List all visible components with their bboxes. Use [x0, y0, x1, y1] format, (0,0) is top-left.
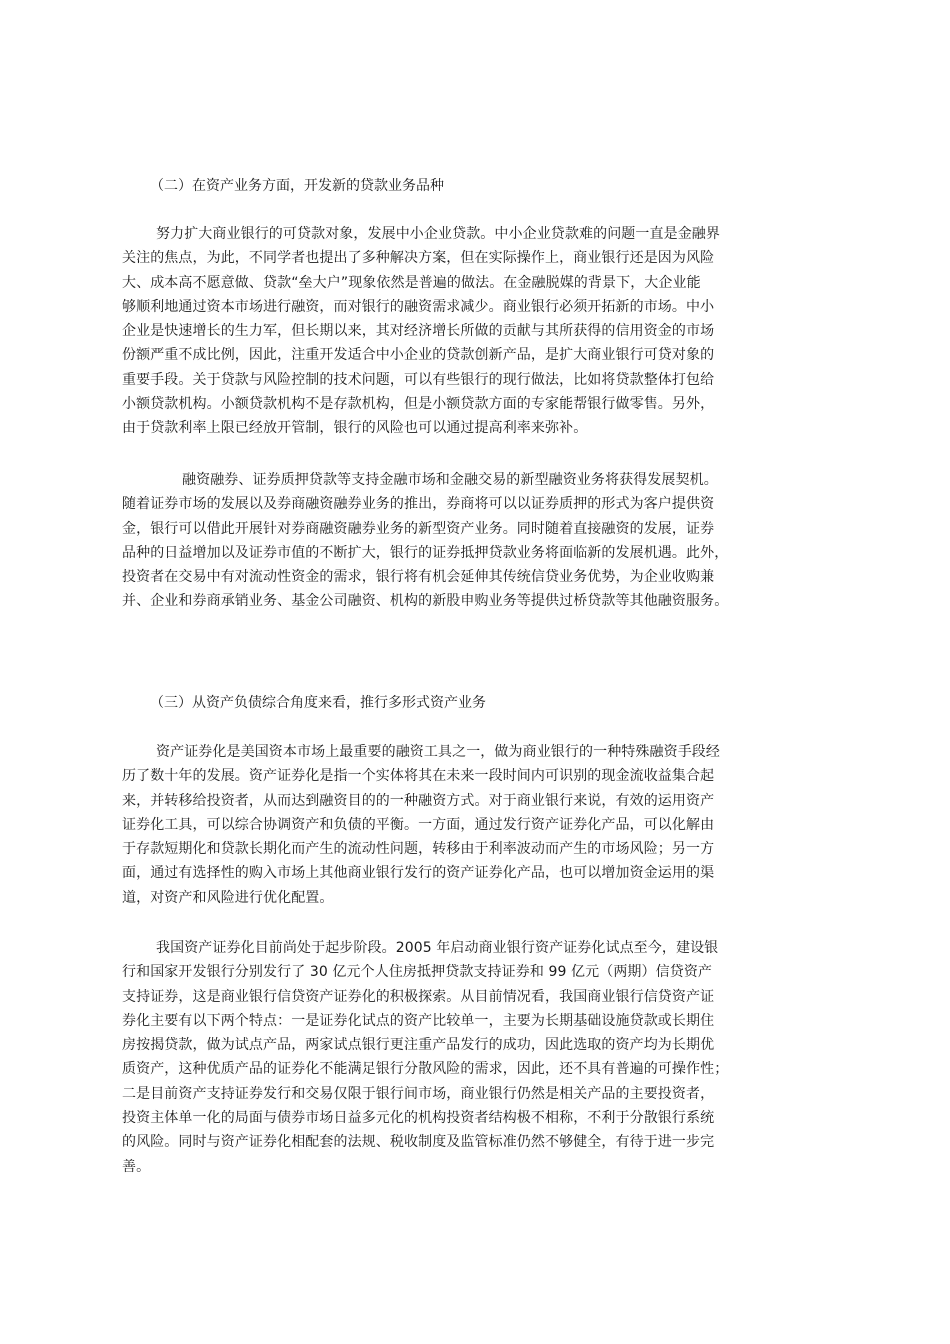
- text-line: 面，通过有选择性的购入市场上其他商业银行发行的资产证券化产品，也可以增加资金运用的渠: [122, 865, 715, 882]
- section-2-heading: （二）在资产业务方面，开发新的贷款业务品种: [150, 178, 444, 194]
- text-line: 来，并转移给投资者，从而达到融资目的的一种融资方式。对于商业银行来说，有效的运用资产: [122, 792, 715, 809]
- text-line: 房按揭贷款，做为试点产品，两家试点银行更注重产品发行的成功，因此选取的资产均为长期优: [122, 1037, 715, 1054]
- section-3-paragraph-1: [122, 740, 840, 910]
- text-line: 并、企业和券商承销业务、基金公司融资、机构的新股申购业务等提供过桥贷款等其他融资服务。: [122, 593, 729, 610]
- text-line: 随着证券市场的发展以及券商融资融券业务的推出，券商将可以以证券质押的形式为客户提供资: [122, 496, 715, 513]
- text-line: 我国资产证券化目前尚处于起步阶段。2005 年启动商业银行资产证券化试点至今，建设银: [156, 940, 719, 956]
- text-line: 二是目前资产支持证券发行和交易仅限于银行间市场，商业银行仍然是相关产品的主要投资者，: [122, 1085, 715, 1102]
- text-line: 券化主要有以下两个特点：一是证券化试点的资产比较单一，主要为长期基础设施贷款或长期住: [122, 1012, 715, 1029]
- text-line: 融资融券、证券质押贷款等支持金融市场和金融交易的新型融资业务将获得发展契机。: [182, 472, 718, 488]
- text-line: 够顺利地通过资本市场进行融资，而对银行的融资需求减少。商业银行必须开拓新的市场。中小: [122, 298, 715, 315]
- section-2-paragraph-2: [122, 468, 840, 614]
- text-line: 投资者在交易中有对流动性资金的需求，银行将有机会延伸其传统信贷业务优势，为企业收购兼: [122, 569, 715, 586]
- text-line: 品种的日益增加以及证券市值的不断扩大，银行的证券抵押贷款业务将面临新的发展机遇。此外，: [122, 544, 729, 561]
- text-line: 证券化工具，可以综合协调资产和负债的平衡。一方面，通过发行资产证券化产品，可以化解由: [122, 816, 715, 833]
- text-line: 投资主体单一化的局面与债券市场日益多元化的机构投资者结构极不相称，不利于分散银行系统: [122, 1110, 715, 1127]
- text-line: 努力扩大商业银行的可贷款对象，发展中小企业贷款。中小企业贷款难的问题一直是金融界: [156, 226, 720, 242]
- text-line: 道，对资产和风险进行优化配置。: [122, 889, 334, 906]
- text-line: 历了数十年的发展。资产证券化是指一个实体将其在未来一段时间内可识别的现金流收益集合起: [122, 768, 715, 785]
- text-line: 企业是快速增长的生力军，但长期以来，其对经济增长所做的贡献与其所获得的信用资金的市场: [122, 323, 715, 340]
- text-line: 金，银行可以借此开展针对券商融资融券业务的新型资产业务。同时随着直接融资的发展，证券: [122, 520, 715, 537]
- text-line: 质资产，这种优质产品的证券化不能满足银行分散风险的需求，因此，还不具有普遍的可操作性；: [122, 1061, 729, 1078]
- text-line: 关注的焦点，为此，不同学者也提出了多种解决方案，但在实际操作上，商业银行还是因为风险: [122, 250, 715, 267]
- text-line: 小额贷款机构。小额贷款机构不是存款机构，但是小额贷款方面的专家能帮银行做零售。另外，: [122, 396, 715, 413]
- text-line: 善。: [122, 1158, 151, 1175]
- text-line: 大、成本高不愿意做、贷款“垒大户”现象依然是普遍的做法。在金融脱媒的背景下，大企业能: [122, 274, 701, 291]
- text-line: 的风险。同时与资产证券化相配套的法规、税收制度及监管标准仍然不够健全，有待于进一步完: [122, 1134, 715, 1151]
- text-line: 由于贷款利率上限已经放开管制，银行的风险也可以通过提高利率来弥补。: [122, 420, 588, 437]
- text-line: 份额严重不成比例，因此，注重开发适合中小企业的贷款创新产品，是扩大商业银行可贷对象的: [122, 347, 715, 364]
- section-3-paragraph-2: [122, 936, 840, 1179]
- text-line: 重要手段。关于贷款与风险控制的技术问题，可以有些银行的现行做法，比如将贷款整体打包给: [122, 371, 715, 388]
- text-line: 资产证券化是美国资本市场上最重要的融资工具之一，做为商业银行的一种特殊融资手段经: [156, 744, 720, 760]
- section-3-heading: （三）从资产负债综合角度来看，推行多形式资产业务: [150, 695, 486, 711]
- text-line: 行和国家开发银行分别发行了 30 亿元个人住房抵押贷款支持证券和 99 亿元（两期）信贷资产: [122, 964, 713, 981]
- text-line: 支持证券，这是商业银行信贷资产证券化的积极探索。从目前情况看，我国商业银行信贷资产证: [122, 988, 715, 1005]
- section-2-paragraph-1: [122, 222, 840, 441]
- text-line: 于存款短期化和贷款长期化而产生的流动性问题，转移由于利率波动而产生的市场风险；另一方: [122, 841, 715, 858]
